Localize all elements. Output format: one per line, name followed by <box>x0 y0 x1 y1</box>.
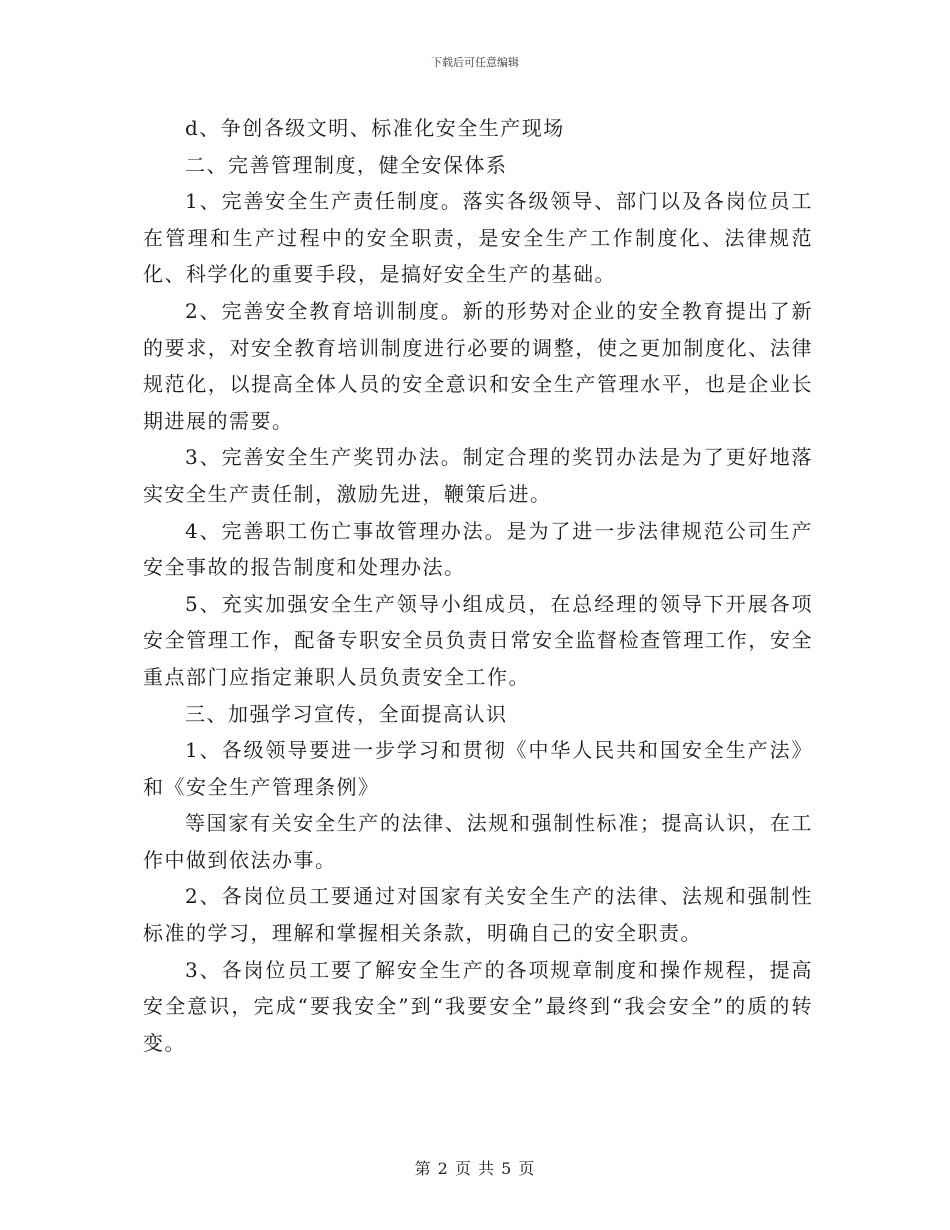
paragraph-2-4: 4、完善职工伤亡事故管理办法。是为了进一步法律规范公司生产安全事故的报告制度和处理办法。 <box>143 518 813 580</box>
paragraph-3-3: 3、各岗位员工要了解安全生产的各项规章制度和操作规程，提高安全意识，完成“要我安全”到“我要安全”最终到“我会安全”的质的转变。 <box>143 957 813 1055</box>
section-heading-3: 三、加强学习宣传，全面提高认识 <box>185 701 508 726</box>
paragraph-3-2: 2、各岗位员工要通过对国家有关安全生产的法律、法规和强制性标准的学习，理解和掌握相关条款，明确自己的安全职责。 <box>143 884 813 946</box>
list-item-d: d、争创各级文明、标准化安全生产现场 <box>185 116 565 140</box>
document-body <box>143 110 813 1061</box>
page-header-note: 下载后可任意编辑 <box>431 56 519 69</box>
paragraph-2-3: 3、完善安全生产奖罚办法。制定合理的奖罚办法是为了更好地落实安全生产责任制，激励先进，鞭策后进。 <box>143 445 813 506</box>
paragraph-3-1-cont: 等国家有关安全生产的法律、法规和强制性标准；提高认识，在工作中做到依法办事。 <box>143 811 813 872</box>
paragraph-2-2: 2、完善安全教育培训制度。新的形势对企业的安全教育提出了新的要求，对安全教育培训制度进行必要的调整，使之更加制度化、法律规范化，以提高全体人员的安全意识和安全生产管理水平，也是企业长期进展的需要。 <box>143 298 813 433</box>
paragraph-2-5: 5、充实加强安全生产领导小组成员，在总经理的领导下开展各项安全管理工作，配备专职安全员负责日常安全监督检查管理工作，安全重点部门应指定兼职人员负责安全工作。 <box>143 591 813 689</box>
page-number: 第 2 页 共 5 页 <box>414 1159 536 1178</box>
section-heading-2: 二、完善管理制度，健全安保体系 <box>185 152 508 177</box>
paragraph-3-1: 1、各级领导要进一步学习和贯彻《中华人民共和国安全生产法》和《安全生产管理条例》 <box>143 738 813 799</box>
paragraph-2-1: 1、完善安全生产责任制度。落实各级领导、部门以及各岗位员工在管理和生产过程中的安全职责，是安全生产工作制度化、法律规范化、科学化的重要手段，是搞好安全生产的基础。 <box>143 189 813 287</box>
